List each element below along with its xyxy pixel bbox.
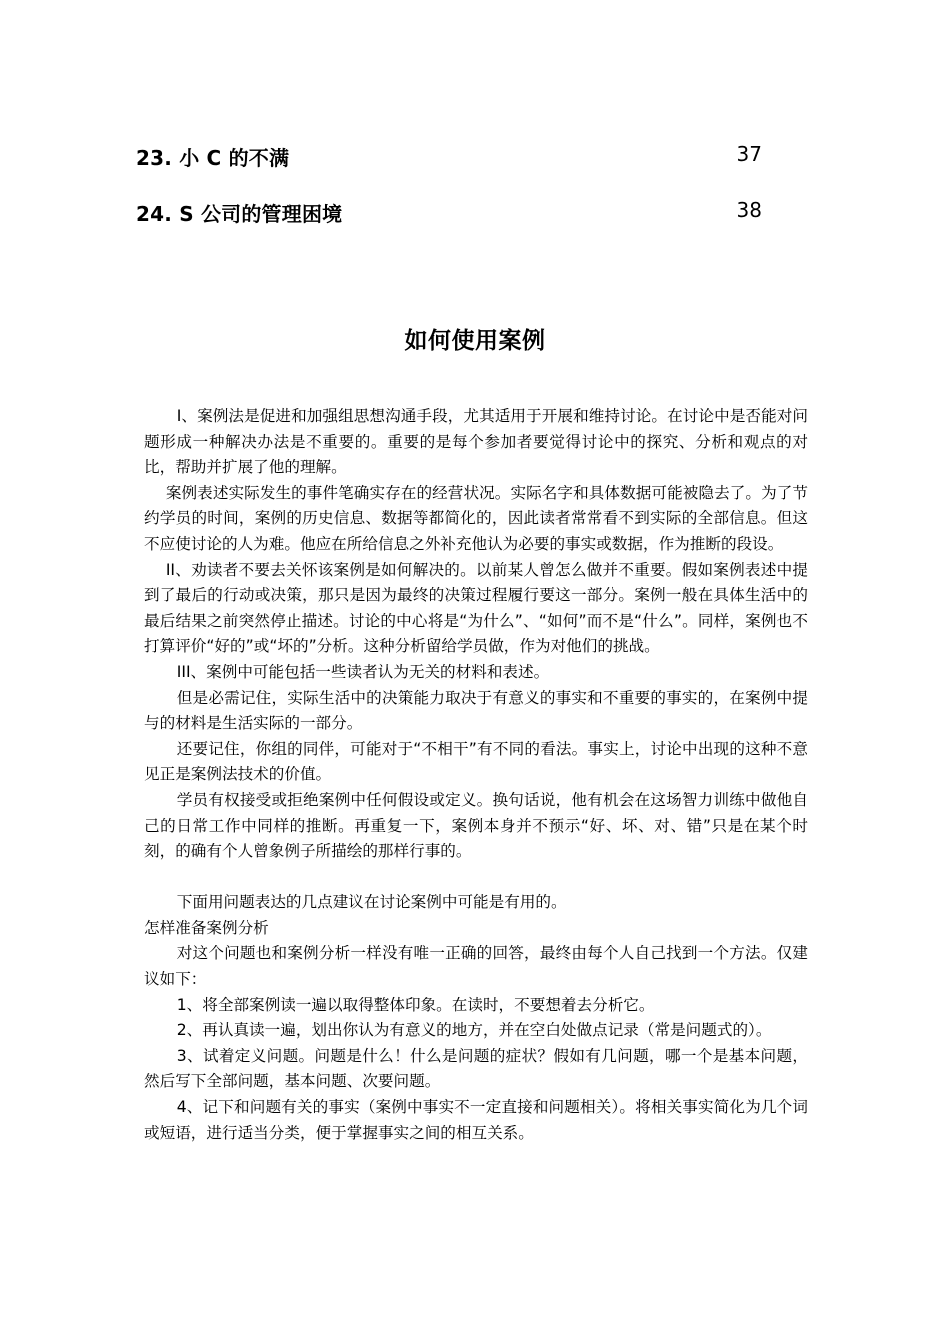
toc-entry[interactable] bbox=[136, 198, 762, 228]
paragraph: 下面用问题表达的几点建议在讨论案例中可能是有用的。 bbox=[176, 893, 567, 912]
list-item: 3、试着定义问题。问题是什么！什么是问题的症状？假如有几问题，哪一个是基本问题，然后写下全部问题，基本问题、次要问题。 bbox=[144, 1046, 808, 1091]
toc-entry-title: 23. 小 C 的不满 bbox=[136, 146, 290, 170]
section-title: 如何使用案例 bbox=[404, 328, 546, 354]
toc-entry-page: 37 bbox=[736, 142, 762, 166]
paragraph: 但是必需记住，实际生活中的决策能力取决于有意义的事实和不重要的事实的，在案例中提与的材料是生活实际的一部分。 bbox=[144, 688, 808, 733]
toc-entry-page: 38 bbox=[736, 198, 762, 222]
paragraph: 还要记住，你组的同伴，可能对于“不相干”有不同的看法。事实上，讨论中出现的这种不意见正是案例法技术的价值。 bbox=[144, 739, 808, 784]
toc-entry[interactable] bbox=[136, 142, 762, 172]
body-text bbox=[144, 404, 808, 1146]
list-item: 1、将全部案例读一遍以取得整体印象。在读时，不要想着去分析它。 bbox=[176, 995, 655, 1014]
toc-entry-title: 24. S 公司的管理困境 bbox=[136, 202, 343, 226]
list-item: 2、再认真读一遍，划出你认为有意义的地方，并在空白处做点记录（常是问题式的）。 bbox=[176, 1021, 772, 1040]
paragraph: 学员有权接受或拒绝案例中任何假设或定义。换句话说，他有机会在这场智力训练中做他自己的日常工作中同样的推断。再重复一下，案例本身并不预示“好、坏、对、错”只是在某个时刻，的确有个人曾象例子所描绘的那样行事的。 bbox=[144, 790, 808, 861]
paragraph: II、劝读者不要去关怀该案例是如何解决的。以前某人曾怎么做并不重要。假如案例表述中提到了最后的行动或决策，那只是因为最终的决策过程履行要这一部分。案例一般在具体生活中的最后结果之前突然停止描述。讨论的中心将是“为什么”、“如何”而不是“什么”。同样，案例也不打算评价“好的”或“坏的”分析。这种分析留给学员做，作为对他们的挑战。 bbox=[144, 560, 808, 656]
paragraph: I、案例法是促进和加强组思想沟通手段，尤其适用于开展和维持讨论。在讨论中是否能对问题形成一种解决办法是不重要的。重要的是每个参加者要觉得讨论中的探究、分析和观点的对比，帮助并扩展了他的理解。 bbox=[144, 407, 808, 477]
subheading: 怎样准备案例分析 bbox=[144, 918, 269, 937]
paragraph: III、案例中可能包括一些读者认为无关的材料和表述。 bbox=[176, 662, 550, 681]
paragraph: 对这个问题也和案例分析一样没有唯一正确的回答，最终由每个人自己找到一个方法。仅建议如下： bbox=[144, 944, 808, 989]
list-item: 4、记下和问题有关的事实（案例中事实不一定直接和问题相关）。将相关事实简化为几个词或短语，进行适当分类，便于掌握事实之间的相互关系。 bbox=[144, 1098, 808, 1142]
paragraph: 案例表述实际发生的事件笔确实存在的经营状况。实际名字和具体数据可能被隐去了。为了节约学员的时间，案例的历史信息、数据等都简化的，因此读者常常看不到实际的全部信息。但这不应使讨论的人为难。他应在所给信息之外补充他认为必要的事实或数据，作为推断的段设。 bbox=[144, 483, 808, 553]
